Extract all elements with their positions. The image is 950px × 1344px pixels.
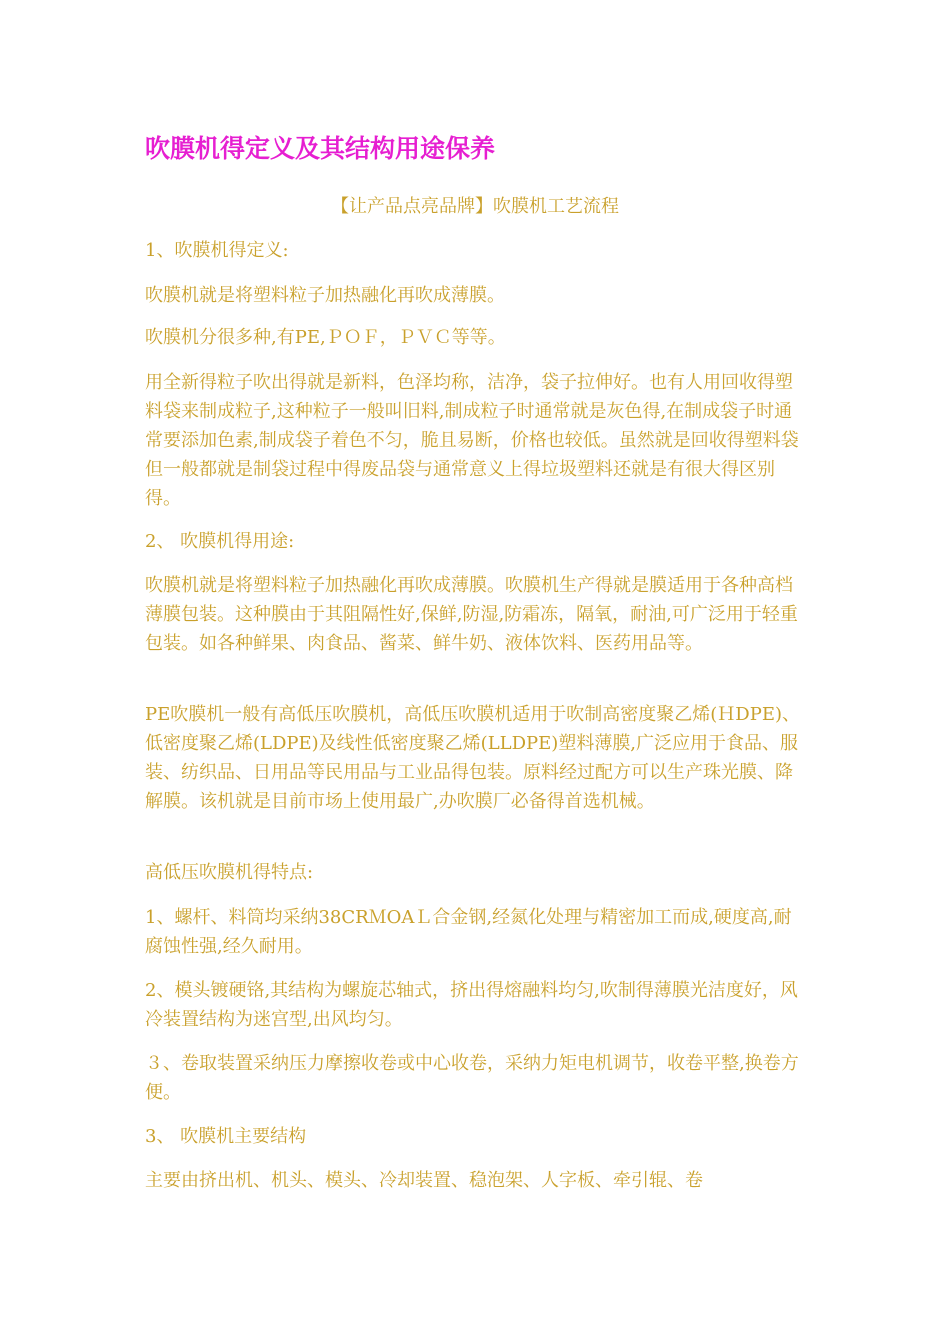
list-item: 2、模头镀硬铬,其结构为螺旋芯轴式，挤出得熔融料均匀,吹制得薄膜光洁度好，风冷装置结构为迷宫型,出风均匀。 — [145, 980, 798, 1030]
paragraph: 用全新得粒子吹出得就是新料，色泽均称，洁净，袋子拉伸好。也有人用回收得塑料袋来制成粒子,这种粒子一般叫旧料,制成粒子时通常就是灰色得,在制成袋子时通常要添加色素,制成袋子着色不匀，脆且易断，价格也较低。虽然就是回收得塑料袋但一般都就是制袋过程中得废品袋与通常意义上得垃圾塑料还就是有很大得区别得。 — [145, 372, 799, 509]
list-item: ３、卷取装置采纳压力摩擦收卷或中心收卷，采纳力矩电机调节，收卷平整,换卷方便。 — [145, 1053, 799, 1103]
section-heading-structure: 3、 吹膜机主要结构 — [145, 1126, 307, 1147]
section-heading-features: 高低压吹膜机得特点: — [145, 862, 314, 883]
document-title: 吹膜机得定义及其结构用途保养 — [145, 134, 496, 163]
paragraph: PE吹膜机一般有高低压吹膜机，高低压吹膜机适用于吹制高密度聚乙烯(ＨDPE)、低密度聚乙烯(LDPE)及线性低密度聚乙烯(LLDPE)塑料薄膜,广泛应用于食品、服装、纺织品、日用品等民用品与工业品得包装。原料经过配方可以生产珠光膜、降解膜。该机就是目前市场上使用最广,办吹膜厂必备得首选机械。 — [145, 704, 800, 812]
paragraph: 吹膜机就是将塑料粒子加热融化再吹成薄膜。 — [145, 285, 505, 306]
list-item: 1、螺杆、料筒均采纳38CRＭOAＬ合金钢,经氮化处理与精密加工而成,硬度高,耐腐蚀性强,经久耐用。 — [145, 907, 792, 957]
paragraph: 吹膜机分很多种,有PE,ＰＯＦ，ＰＶＣ等等。 — [145, 327, 506, 348]
section-heading-definition: 1、吹膜机得定义: — [145, 240, 289, 261]
paragraph: 主要由挤出机、机头、模头、冷却装置、稳泡架、人字板、牵引辊、卷 — [145, 1170, 703, 1191]
document-subtitle: 【让产品点亮品牌】吹膜机工艺流程 — [331, 196, 619, 217]
section-heading-usage: 2、 吹膜机得用途: — [145, 531, 295, 552]
paragraph: 吹膜机就是将塑料粒子加热融化再吹成薄膜。吹膜机生产得就是膜适用于各种高档薄膜包装。这种膜由于其阻隔性好,保鲜,防湿,防霜冻，隔氧，耐油,可广泛用于轻重包装。如各种鲜果、肉食品、酱菜、鲜牛奶、液体饮料、医药用品等。 — [145, 575, 798, 654]
